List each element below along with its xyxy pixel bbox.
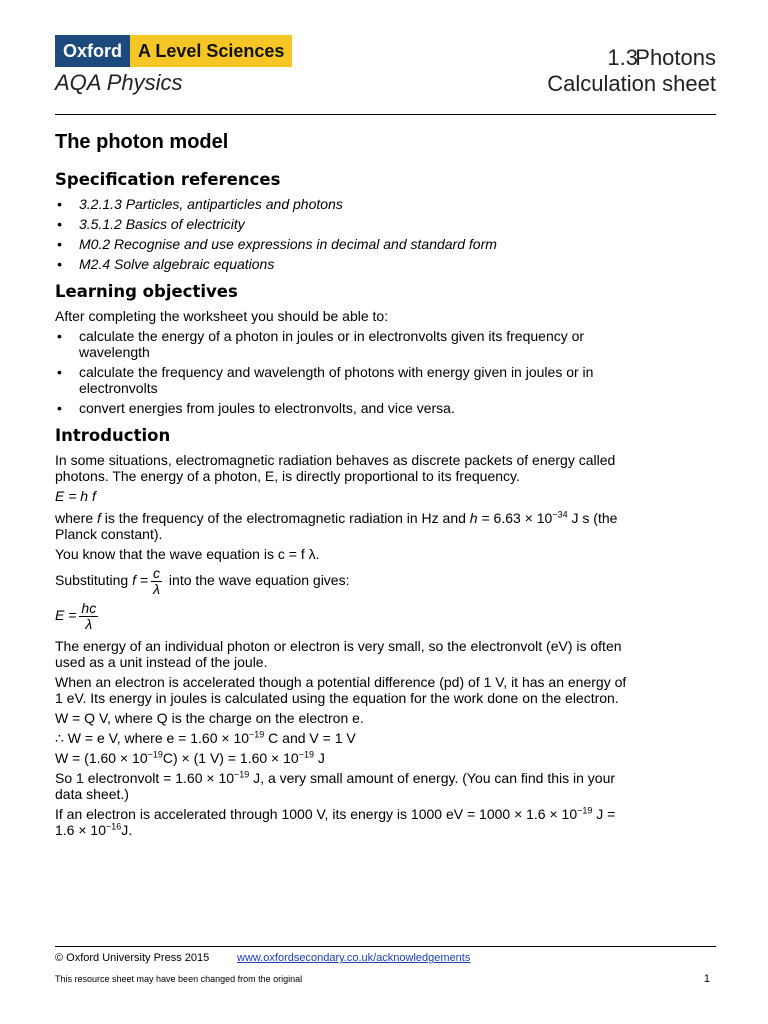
logo-series-text: A Level Sciences <box>130 35 292 67</box>
intro-paragraph-7: W = Q V, where Q is the charge on the electron e. <box>55 710 364 726</box>
intro-paragraph-4: Substituting f = $\frac{c}{\lambda}$ into the wave equation gives: <box>55 565 350 597</box>
fraction-c-over-lambda: $\frac{c}{\lambda}$ <box>153 565 161 597</box>
subject-title: AQA Physics <box>55 70 183 95</box>
list-item: • calculate the frequency and wavelength of photons with energy given in joules or in electronvolts <box>55 364 635 396</box>
topic-title: Photons <box>635 45 716 70</box>
intro-paragraph-9: $W = (1.60 \times 10^{-19}C) \times (1$ $V) = 1.60 \times 10^{-19}$ J <box>55 749 325 766</box>
objectives-list <box>55 328 635 416</box>
intro-paragraph-3: You know that the wave equation is c = f λ. <box>55 546 320 562</box>
list-item: • 3.2.1.3 Particles, antiparticles and photons <box>55 196 635 212</box>
copyright-text: © Oxford University Press 2015 <box>55 952 210 964</box>
footer-divider <box>55 946 716 947</box>
objectives-heading: Learning objectives <box>55 282 238 301</box>
logo-oxford-text: Oxford <box>55 35 130 67</box>
topic-number: 1.3 <box>607 45 638 70</box>
change-notice: This resource sheet may have been changed from the original <box>55 974 303 984</box>
page-number: 1 <box>703 973 710 985</box>
spec-section <box>55 170 635 272</box>
introduction-section <box>55 426 635 838</box>
equation-e-hf: E = h f <box>55 488 96 504</box>
header-divider <box>55 114 716 115</box>
equation-e-hc-lambda: E = $\frac{hc}{\lambda}$ <box>55 600 97 632</box>
document-body <box>55 128 635 848</box>
spec-heading: Specification references <box>55 170 281 189</box>
spec-list <box>55 196 635 272</box>
oxford-logo <box>55 35 292 67</box>
sheet-type: Calculation sheet <box>547 71 716 96</box>
acknowledgements-link[interactable]: www.oxfordsecondary.co.uk/acknowledgements <box>237 952 471 964</box>
intro-paragraph-11: If an electron is accelerated through 1000 V, its energy is 1000 eV = $1000 \times 1.6 \times 10^{-19}$ $J = 1.6 \times 10^{-16}J$. <box>55 805 616 838</box>
intro-paragraph-1: In some situations, electromagnetic radiation behaves as discrete packets of energy called photons. The energy of a photon, E, is directly proportional to its frequency. <box>55 452 616 484</box>
intro-paragraph-6: When an electron is accelerated though a potential difference (pd) of 1 V, it has an energy of 1 eV. Its energy in joules is calculated using the equation for the work done on the electron. <box>55 674 627 706</box>
fraction-hc-over-lambda: $\frac{hc}{\lambda}$ <box>81 600 97 632</box>
list-item: • M0.2 Recognise and use expressions in decimal and standard form <box>55 236 635 252</box>
objectives-intro: After completing the worksheet you should be able to: <box>55 308 389 324</box>
intro-paragraph-5: The energy of an individual photon or electron is very small, so the electronvolt (eV) is often used as a unit instead of the joule. <box>55 638 622 670</box>
page-header <box>55 35 716 115</box>
intro-paragraph-10: So 1 electronvolt = $1.60 \times 10^{-19}$ J, a very small amount of energy. (You can find this in your data sheet.) <box>55 769 616 802</box>
page-title: The photon model <box>55 131 229 153</box>
list-item: • 3.5.1.2 Basics of electricity <box>55 216 635 232</box>
intro-paragraph-8: ∴ W = e V, where $e = 1.60 \times 10^{-19}$ C and V = 1 V <box>55 729 356 746</box>
objectives-section <box>55 282 635 416</box>
introduction-heading: Introduction <box>55 426 171 445</box>
list-item: • convert energies from joules to electronvolts, and vice versa. <box>55 400 635 416</box>
list-item: • M2.4 Solve algebraic equations <box>55 256 635 272</box>
intro-paragraph-2: where f is the frequency of the electromagnetic radiation in Hz and $h = 6.63 \times 10^{-34}$ J s (the Planck constant). <box>55 509 618 542</box>
list-item: • calculate the energy of a photon in joules or in electronvolts given its frequency or wavelength <box>55 328 635 360</box>
